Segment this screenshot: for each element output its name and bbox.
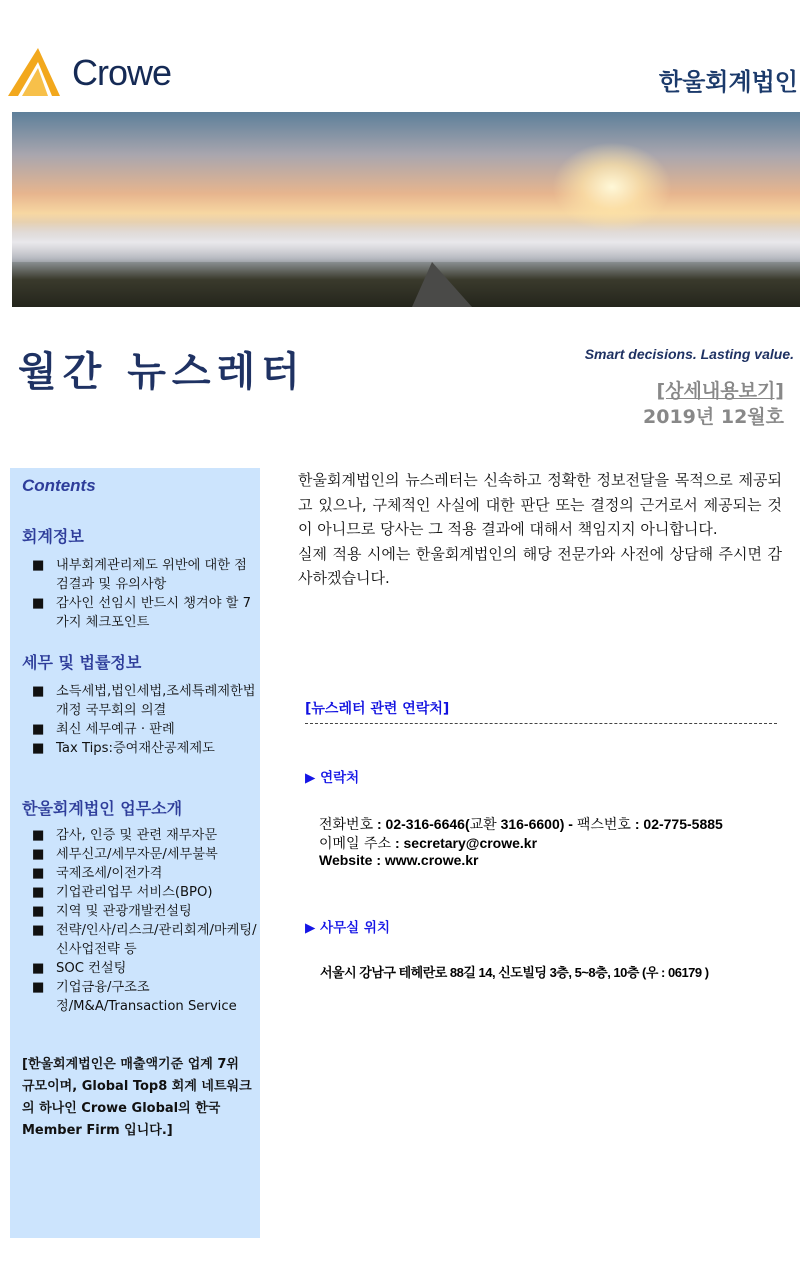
sidebar-contents (10, 468, 260, 1238)
divider (305, 723, 777, 724)
email-label: 이메일 주소 (319, 836, 392, 852)
contents-heading: Contents (22, 476, 96, 495)
list-item[interactable]: ■ 지역 및 관광개발컨설팅 (32, 902, 257, 921)
list-item[interactable]: ■ 기업관리업무 서비스(BPO) (32, 883, 257, 902)
firm-note: [한울회계법인은 매출액기준 업계 7위 규모이며, Global Top8 회계 네트워크의 하나인 Crowe Global의 한국 Member Firm 입니다.] (22, 1057, 252, 1138)
road (412, 262, 472, 307)
issue-date: 2019년 12월호 (643, 406, 784, 428)
section-heading: 회계정보 (22, 527, 84, 546)
section-list (32, 682, 257, 758)
section-list (32, 826, 257, 1016)
clouds (12, 222, 800, 262)
page-title: 월간 뉴스레터 (18, 349, 306, 395)
address: 서울시 강남구 테헤란로 88길 14, 신도빌딩 3층, 5~8층, 10층 (우 : 06179 ) (320, 965, 709, 980)
hero-image (12, 112, 800, 307)
phone-line (319, 814, 723, 834)
detail-link[interactable]: [상세내용보기] (656, 380, 784, 402)
office-label: ▶ 사무실 위치 (305, 920, 390, 936)
disclaimer-text-2: 실제 적용 시에는 한울회계법인의 해당 전문가와 사전에 상담해 주시면 감사하겠습니다. (298, 544, 782, 587)
list-item[interactable]: ■ 감사인 선임시 반드시 챙겨야 할 7가지 체크포인트 (32, 594, 257, 632)
contact-label: ▶ 연락처 (305, 770, 360, 786)
list-item[interactable]: ■ SOC 컨설팅 (32, 959, 257, 978)
sun (552, 142, 672, 232)
list-item[interactable]: ■ 국제조세/이전가격 (32, 864, 257, 883)
list-item[interactable]: ■ 소득세법,법인세법,조세특례제한법 개정 국무회의 의결 (32, 682, 257, 720)
section-heading: 한울회계법인 업무소개 (22, 799, 183, 818)
email-line (319, 833, 537, 853)
firm-name: 한울회계법인 (658, 68, 798, 96)
logo-text: Crowe (72, 52, 172, 93)
list-item[interactable]: ■ 세무신고/세무자문/세무불복 (32, 845, 257, 864)
fax-label: 팩스번호 (576, 817, 631, 833)
email-link[interactable]: : secretary@crowe.kr (391, 835, 538, 851)
exchange: 316-6600) - (496, 816, 577, 832)
section-heading: 세무 및 법률정보 (22, 653, 142, 672)
phone: : 02-316-6646( (373, 816, 470, 832)
list-item[interactable]: ■ Tax Tips:증여재산공제제도 (32, 739, 257, 758)
section-list (32, 556, 257, 632)
disclaimer (298, 468, 782, 591)
disclaimer-text: 한울회계법인의 뉴스레터는 신속하고 정확한 정보전달을 목적으로 제공되고 있으나, 구체적인 사실에 대한 판단 또는 결정의 근거로서 제공되는 것이 아니므로 당사는 그 적용 결과에 대해서 책임지지 아니합니다. (298, 471, 782, 538)
exchange-label: 교환 (469, 817, 497, 833)
fax: : 02-775-5885 (630, 816, 723, 832)
slogan: Smart decisions. Lasting value. (584, 346, 794, 362)
phone-label: 전화번호 (319, 817, 374, 833)
website-link[interactable]: Website : www.crowe.kr (319, 852, 479, 868)
contact-heading: [뉴스레터 관련 연락처] (305, 701, 450, 717)
list-item[interactable]: ■ 최신 세무예규 · 판례 (32, 720, 257, 739)
list-item[interactable]: ■ 내부회계관리제도 위반에 대한 점검결과 및 유의사항 (32, 556, 257, 594)
list-item[interactable]: ■ 기업금융/구조조정/M&A/Transaction Service (32, 978, 257, 1016)
list-item[interactable]: ■ 감사, 인증 및 관련 재무자문 (32, 826, 257, 845)
list-item[interactable]: ■ 전략/인사/리스크/관리회계/마케팅/신사업전략 등 (32, 921, 257, 959)
